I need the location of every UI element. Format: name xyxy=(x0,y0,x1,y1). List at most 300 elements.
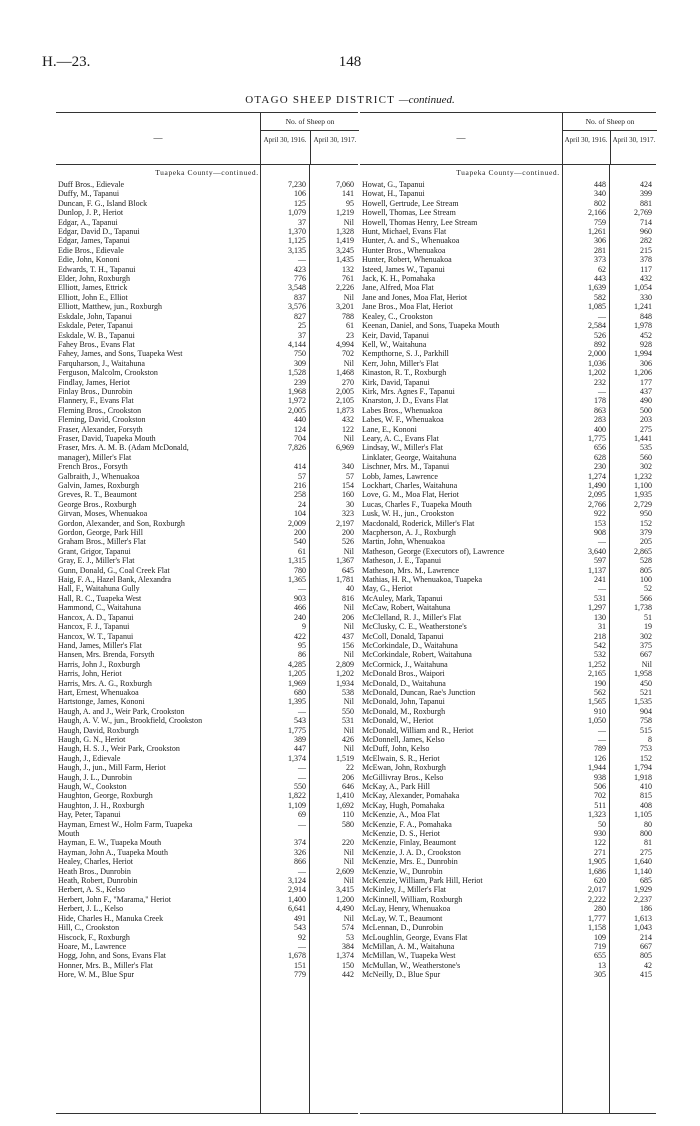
table-row xyxy=(360,660,656,669)
sheep-1916: 1,968 xyxy=(288,386,306,396)
table-row xyxy=(360,519,656,528)
sheep-1917: 2,769 xyxy=(634,208,652,218)
sheep-1916: 1,079 xyxy=(288,208,306,218)
owner-name: Kirk, David, Tapanui xyxy=(362,377,430,387)
sheep-1917: 2,865 xyxy=(634,546,652,556)
sheep-1916: 122 xyxy=(594,838,606,848)
sheep-1916: 1,686 xyxy=(588,866,606,876)
sheep-1916: 109 xyxy=(594,932,606,942)
sheep-1917: 282 xyxy=(640,236,652,246)
sheep-1917: 23 xyxy=(346,330,354,340)
sheep-1917: 538 xyxy=(342,687,354,697)
sheep-1916: — xyxy=(298,772,306,782)
col-1916-header: April 30, 1916. xyxy=(263,136,307,144)
sheep-1917: 52 xyxy=(644,584,652,594)
sheep-1917: 1,738 xyxy=(634,603,652,613)
table-row xyxy=(56,650,358,659)
owner-name: Knarston, J. D., Evans Flat xyxy=(362,396,449,406)
group-header: No. of Sheep on xyxy=(563,113,657,131)
owner-name: Hart, Ernest, Whenuakoa xyxy=(58,687,139,697)
owner-name: Ferguson, Malcolm, Crookston xyxy=(58,368,158,378)
sheep-1917: 528 xyxy=(640,556,652,566)
sheep-1917: Nil xyxy=(343,433,354,443)
name-column-header: — xyxy=(153,133,163,143)
table-row xyxy=(56,312,358,321)
table-row xyxy=(360,575,656,584)
page-number: 148 xyxy=(338,54,362,70)
sheep-1916: 1,274 xyxy=(588,471,606,481)
table-row xyxy=(360,537,656,546)
sheep-1916: 655 xyxy=(594,951,606,961)
sheep-1916: 759 xyxy=(594,217,606,227)
owner-name: Edgar, James, Tapanui xyxy=(58,236,130,246)
table-row xyxy=(56,669,358,678)
table-row xyxy=(56,951,358,960)
sheep-1917: 306 xyxy=(640,358,652,368)
sheep-1916: 656 xyxy=(594,443,606,453)
sheep-1916: 24 xyxy=(298,499,306,509)
owner-name: McGillivray Bros., Kelso xyxy=(362,772,444,782)
sheep-1916: — xyxy=(598,386,606,396)
table-row xyxy=(56,810,358,819)
table-row xyxy=(360,791,656,800)
owner-name: Hancox, A. D., Tapanui xyxy=(58,612,134,622)
owner-name: Hoare, M., Lawrence xyxy=(58,941,127,951)
right-table xyxy=(360,112,656,1114)
sheep-1916: 125 xyxy=(294,198,306,208)
table-row xyxy=(360,613,656,622)
owner-name: Linklater, George, Waitahuna xyxy=(362,452,457,462)
sheep-1917: 132 xyxy=(342,264,354,274)
sheep-1917: 1,613 xyxy=(634,913,652,923)
sheep-1916: 4,285 xyxy=(288,659,306,669)
owner-name: McElwain, S. R., Heriot xyxy=(362,753,440,763)
table-row xyxy=(360,180,656,189)
sheep-1916: 1,205 xyxy=(288,669,306,679)
sheep-1916: 680 xyxy=(294,687,306,697)
sheep-1917: 560 xyxy=(640,452,652,462)
owner-name: Duff Bros., Edievale xyxy=(58,180,125,189)
owner-name: McKenzie, F. A., Pomahaka xyxy=(362,819,452,829)
owner-name: Fraser, David, Tuapeka Mouth xyxy=(58,433,156,443)
sheep-1916: 400 xyxy=(594,424,606,434)
table-row xyxy=(360,923,656,932)
sheep-1916: 151 xyxy=(294,960,306,970)
sheep-1917: 81 xyxy=(644,838,652,848)
sheep-1916: 31 xyxy=(598,622,606,632)
owner-name: McAuley, Mark, Tapanui xyxy=(362,593,443,603)
owner-name: Haugh, H. S. J., Weir Park, Crookston xyxy=(58,744,180,754)
owner-name: Hammond, C., Waitahuna xyxy=(58,603,141,613)
sheep-1917: 302 xyxy=(640,631,652,641)
owner-name: Gordon, George, Park Hill xyxy=(58,528,143,538)
sheep-1917: 156 xyxy=(342,640,354,650)
sheep-1917: 1,978 xyxy=(634,321,652,331)
sheep-1917: 22 xyxy=(346,763,354,773)
owner-name: Macdonald, Roderick, Miller's Flat xyxy=(362,518,475,528)
sheep-1916: 863 xyxy=(594,405,606,415)
owner-name: Leary, A. C., Evans Flat xyxy=(362,433,439,443)
table-row xyxy=(360,312,656,321)
table-row xyxy=(56,556,358,565)
sheep-1916: 448 xyxy=(594,180,606,189)
sheep-1916: 124 xyxy=(294,424,306,434)
sheep-1916: — xyxy=(298,819,306,829)
owner-name: Mathias, H. R., Whenuakoa, Tuapeka xyxy=(362,575,483,585)
sheep-1917: 340 xyxy=(342,462,354,472)
owner-name: Macpherson, A. J., Roxburgh xyxy=(362,528,456,538)
table-row xyxy=(56,876,358,885)
table-row xyxy=(56,368,358,377)
sheep-1916: 422 xyxy=(294,631,306,641)
sheep-1917: 152 xyxy=(640,753,652,763)
sheep-1917: 323 xyxy=(342,509,354,519)
table-row xyxy=(360,650,656,659)
owner-name: Hogg, John, and Sons, Evans Flat xyxy=(58,951,166,961)
sheep-1917: Nil xyxy=(343,697,354,707)
sheep-1917: 40 xyxy=(346,584,354,594)
owner-name: Heath, Robert, Dunrobin xyxy=(58,876,138,886)
owner-name: Kinaston, R. T., Roxburgh xyxy=(362,368,447,378)
sheep-1917: 42 xyxy=(644,960,652,970)
table-row xyxy=(360,726,656,735)
sheep-1917: Nil xyxy=(343,725,354,735)
sheep-1916: 779 xyxy=(294,970,306,980)
table-row xyxy=(360,547,656,556)
sheep-1917: Nil xyxy=(343,292,354,302)
page-header xyxy=(42,54,658,74)
owner-name: McColl, Donald, Tapanui xyxy=(362,631,444,641)
sheep-1917: 415 xyxy=(640,970,652,980)
owner-name: Hancox, W. T., Tapanui xyxy=(58,631,134,641)
table-row xyxy=(360,509,656,518)
sheep-1916: 2,766 xyxy=(588,499,606,509)
sheep-1916: 2,166 xyxy=(588,208,606,218)
owner-name: McDonald, William and R., Heriot xyxy=(362,725,474,735)
sheep-1916: 283 xyxy=(594,415,606,425)
owner-name: McKay, Hugh, Pomahaka xyxy=(362,800,445,810)
owner-name: McClusky, C. E., Weatherstone's xyxy=(362,622,467,632)
sheep-1917: 1,994 xyxy=(634,349,652,359)
table-row xyxy=(360,378,656,387)
table-row xyxy=(56,679,358,688)
sheep-1917: 1,468 xyxy=(336,368,354,378)
sheep-1917: 1,410 xyxy=(336,791,354,801)
sheep-1916: 232 xyxy=(594,377,606,387)
sheep-1916: 178 xyxy=(594,396,606,406)
table-row xyxy=(56,726,358,735)
table-row xyxy=(56,735,358,744)
sheep-1917: Nil xyxy=(343,217,354,227)
owner-name: Duffy, M., Tapanui xyxy=(58,189,120,199)
sheep-1917: 2,005 xyxy=(336,386,354,396)
table-row xyxy=(360,951,656,960)
table-row xyxy=(56,500,358,509)
table-row xyxy=(56,782,358,791)
col-1917-header: April 30, 1917. xyxy=(310,130,359,164)
sheep-1917: 378 xyxy=(640,255,652,265)
report-reference: H.—23. xyxy=(42,54,91,70)
owner-name: Honner, Mrs. B., Miller's Flat xyxy=(58,960,153,970)
table-row xyxy=(360,848,656,857)
sheep-1916: 9 xyxy=(302,622,306,632)
title-main: OTAGO SHEEP DISTRICT xyxy=(245,94,395,106)
table-row xyxy=(56,594,358,603)
sheep-1917: 53 xyxy=(346,932,354,942)
sheep-1916: 130 xyxy=(594,612,606,622)
left-table xyxy=(56,112,358,1114)
sheep-1916: 582 xyxy=(594,292,606,302)
sheep-1917: 1,692 xyxy=(336,800,354,810)
table-row xyxy=(56,697,358,706)
table-row xyxy=(56,575,358,584)
table-row xyxy=(360,218,656,227)
sheep-table xyxy=(56,112,656,1112)
owner-name: manager), Miller's Flat xyxy=(58,452,132,462)
table-row xyxy=(56,848,358,857)
sheep-1917: 2,237 xyxy=(634,894,652,904)
sheep-1916: 1,085 xyxy=(588,302,606,312)
table-row xyxy=(56,180,358,189)
owner-name: Harris, Mrs. A. G., Roxburgh xyxy=(58,678,152,688)
owner-name: Martin, John, Whenuakoa xyxy=(362,537,445,547)
table-row xyxy=(360,763,656,772)
table-row xyxy=(56,378,358,387)
owner-name: Hayman, E. W., Tuapeka Mouth xyxy=(58,838,162,848)
owner-name: French Bros., Forsyth xyxy=(58,462,128,472)
sheep-1916: 423 xyxy=(294,264,306,274)
sheep-1916: — xyxy=(298,584,306,594)
sheep-1916: 866 xyxy=(294,857,306,867)
sheep-1917: 1,140 xyxy=(634,866,652,876)
sheep-1916: 3,548 xyxy=(288,283,306,293)
owner-name: Fleming, David, Crookston xyxy=(58,415,146,425)
table-row xyxy=(56,895,358,904)
sheep-1917: 302 xyxy=(640,462,652,472)
owner-name: Edwards, T. H., Tapanui xyxy=(58,264,136,274)
owner-name: McLay, Henry, Whenuakoa xyxy=(362,904,451,914)
table-row xyxy=(56,707,358,716)
sheep-1916: 86 xyxy=(298,650,306,660)
owner-name: Eskdale, John, Tapanui xyxy=(58,311,132,321)
table-row xyxy=(56,933,358,942)
sheep-1916: 389 xyxy=(294,734,306,744)
table-row xyxy=(56,613,358,622)
table-row xyxy=(360,189,656,198)
table-row xyxy=(360,566,656,575)
group-header: No. of Sheep on xyxy=(261,113,359,131)
sheep-1917: Nil xyxy=(343,847,354,857)
sheep-1916: 414 xyxy=(294,462,306,472)
table-row xyxy=(360,914,656,923)
sheep-1916: 776 xyxy=(294,274,306,284)
sheep-1917: 1,219 xyxy=(336,208,354,218)
sheep-1917: 410 xyxy=(640,782,652,791)
owner-name: Girvan, Moses, Whenuakoa xyxy=(58,509,148,519)
sheep-1917: 200 xyxy=(342,528,354,538)
table-row xyxy=(56,208,358,217)
sheep-1916: 281 xyxy=(594,245,606,255)
owner-name: Gordon, Alexander, and Son, Roxburgh xyxy=(58,518,185,528)
owner-name: Haugh, G. N., Heriot xyxy=(58,734,126,744)
table-row xyxy=(56,820,358,829)
sheep-1916: 37 xyxy=(298,330,306,340)
sheep-1917: 80 xyxy=(644,819,652,829)
owner-name: Jane Bros., Moa Flat, Heriot xyxy=(362,302,453,312)
sheep-1916: 280 xyxy=(594,904,606,914)
owner-name: Howell, Gertrude, Lee Stream xyxy=(362,198,459,208)
sheep-1916: 326 xyxy=(294,847,306,857)
owner-name: Eskdale, W. B., Tapanui xyxy=(58,330,135,340)
sheep-1917: 186 xyxy=(640,904,652,914)
sheep-1917: Nil xyxy=(343,603,354,613)
sheep-1916: 1,261 xyxy=(588,227,606,237)
sheep-1917: 667 xyxy=(640,650,652,660)
sheep-1917: Nil xyxy=(343,622,354,632)
sheep-1917: 1,929 xyxy=(634,885,652,895)
title-suffix: —continued. xyxy=(398,94,455,106)
sheep-1917: 753 xyxy=(640,744,652,754)
left-table-body xyxy=(56,165,358,1113)
owner-name: Jane, Alfred, Moa Flat xyxy=(362,283,434,293)
owner-name: McKenzie, J. A. D., Crookston xyxy=(362,847,461,857)
table-row xyxy=(56,246,358,255)
sheep-1917: 1,100 xyxy=(634,481,652,490)
owner-name: Hartstonge, James, Kononi xyxy=(58,697,145,707)
table-row xyxy=(56,331,358,340)
owner-name: Lockhart, Charles, Waitahuna xyxy=(362,481,458,490)
table-row xyxy=(56,641,358,650)
owner-name: Lobb, James, Lawrence xyxy=(362,471,438,481)
sheep-1916: 440 xyxy=(294,415,306,425)
table-row xyxy=(360,255,656,264)
sheep-1917: 452 xyxy=(640,330,652,340)
table-row xyxy=(56,547,358,556)
sheep-1917: 4,490 xyxy=(336,904,354,914)
sheep-1917: Nil xyxy=(343,857,354,867)
sheep-1916: 910 xyxy=(594,706,606,716)
table-row xyxy=(360,236,656,245)
sheep-1916: — xyxy=(298,763,306,773)
owner-name: Kempthorne, S. J., Parkhill xyxy=(362,349,449,359)
sheep-1916: 1,158 xyxy=(588,923,606,933)
table-row xyxy=(360,707,656,716)
sheep-1916: — xyxy=(298,255,306,265)
sheep-1916: 827 xyxy=(294,311,306,321)
table-row xyxy=(360,406,656,415)
sheep-1917: 1,873 xyxy=(336,405,354,415)
table-row xyxy=(56,349,358,358)
sheep-1917: 580 xyxy=(342,819,354,829)
owner-name: Isteed, James W., Tapanui xyxy=(362,264,445,274)
owner-name: Lucas, Charles F., Tuapeka Mouth xyxy=(362,499,472,509)
sheep-1917: 270 xyxy=(342,377,354,387)
sheep-1917: Nil xyxy=(343,913,354,923)
owner-name: Gray, E. J., Miller's Flat xyxy=(58,556,135,566)
sheep-1916: 240 xyxy=(294,612,306,622)
sheep-1916: 305 xyxy=(594,970,606,980)
sheep-1916: 837 xyxy=(294,292,306,302)
table-row xyxy=(56,660,358,669)
owner-name: Lischner, Mrs. M., Tapanui xyxy=(362,462,450,472)
sheep-1917: 1,419 xyxy=(336,236,354,246)
sheep-1917: 432 xyxy=(640,274,652,284)
sheep-1917: 141 xyxy=(342,189,354,199)
sheep-1917: 61 xyxy=(346,321,354,331)
sheep-1916: 218 xyxy=(594,631,606,641)
sheep-1917: 379 xyxy=(640,528,652,538)
owner-name: McLoughlin, George, Evans Flat xyxy=(362,932,468,942)
sheep-1917: 432 xyxy=(342,415,354,425)
owner-name: Hay, Peter, Tapanui xyxy=(58,810,121,820)
sheep-1916: 61 xyxy=(298,546,306,556)
table-row xyxy=(360,820,656,829)
sheep-1917: 1,435 xyxy=(336,255,354,265)
sheep-1916: 200 xyxy=(294,528,306,538)
sheep-1917: 805 xyxy=(640,951,652,961)
owner-name: Hore, W. M., Blue Spur xyxy=(58,970,134,980)
left-column-header xyxy=(56,113,358,165)
sheep-1916: 922 xyxy=(594,509,606,519)
sheep-1916: — xyxy=(598,584,606,594)
sheep-1917: 521 xyxy=(640,687,652,697)
table-row xyxy=(360,556,656,565)
sheep-1916: 628 xyxy=(594,452,606,462)
table-row xyxy=(56,519,358,528)
owner-name: McKenzie, A., Moa Flat xyxy=(362,810,440,820)
sheep-1916: 1,297 xyxy=(588,603,606,613)
sheep-1916: 1,252 xyxy=(588,659,606,669)
owner-name: McDonald, John, Tapanui xyxy=(362,697,445,707)
table-row xyxy=(360,265,656,274)
table-row xyxy=(360,782,656,791)
sheep-1917: 1,781 xyxy=(336,575,354,585)
sheep-1917: Nil xyxy=(343,744,354,754)
sheep-1917: 1,519 xyxy=(336,753,354,763)
table-row xyxy=(56,396,358,405)
table-row xyxy=(360,641,656,650)
owner-name: Hall, R. C., Tuapeka West xyxy=(58,593,142,603)
sheep-1917: 205 xyxy=(640,537,652,547)
sheep-1916: 13 xyxy=(598,960,606,970)
sheep-1917: 1,328 xyxy=(336,227,354,237)
sheep-1917: 95 xyxy=(346,198,354,208)
sheep-1916: 1,969 xyxy=(288,678,306,688)
sheep-1916: 531 xyxy=(594,593,606,603)
sheep-1917: 7,060 xyxy=(336,180,354,189)
owner-name: Fraser, Alexander, Forsyth xyxy=(58,424,143,434)
sheep-1916: 702 xyxy=(594,791,606,801)
owner-name: Hansen, Mrs. Brenda, Forsyth xyxy=(58,650,155,660)
owner-name: Haughton, J. H., Roxburgh xyxy=(58,800,145,810)
sheep-1917: 1,054 xyxy=(634,283,652,293)
owner-name: McDonald, M., Roxburgh xyxy=(362,706,446,716)
sheep-1916: 2,095 xyxy=(588,490,606,500)
table-row xyxy=(360,885,656,894)
sheep-1916: 506 xyxy=(594,782,606,791)
owner-name: Elder, John, Roxburgh xyxy=(58,274,130,284)
sheep-1916: 532 xyxy=(594,650,606,660)
sheep-1917: 515 xyxy=(640,725,652,735)
col-1917-header: April 30, 1917. xyxy=(610,130,657,164)
sheep-1917: 535 xyxy=(640,443,652,453)
sheep-1917: 2,609 xyxy=(336,866,354,876)
sheep-1916: 216 xyxy=(294,481,306,490)
owner-name: Haugh, A. V. W., jun., Brookfield, Crookston xyxy=(58,716,203,726)
table-row xyxy=(360,829,656,838)
owner-name: Elliott, James, Ettrick xyxy=(58,283,128,293)
sheep-1917: 3,245 xyxy=(336,245,354,255)
